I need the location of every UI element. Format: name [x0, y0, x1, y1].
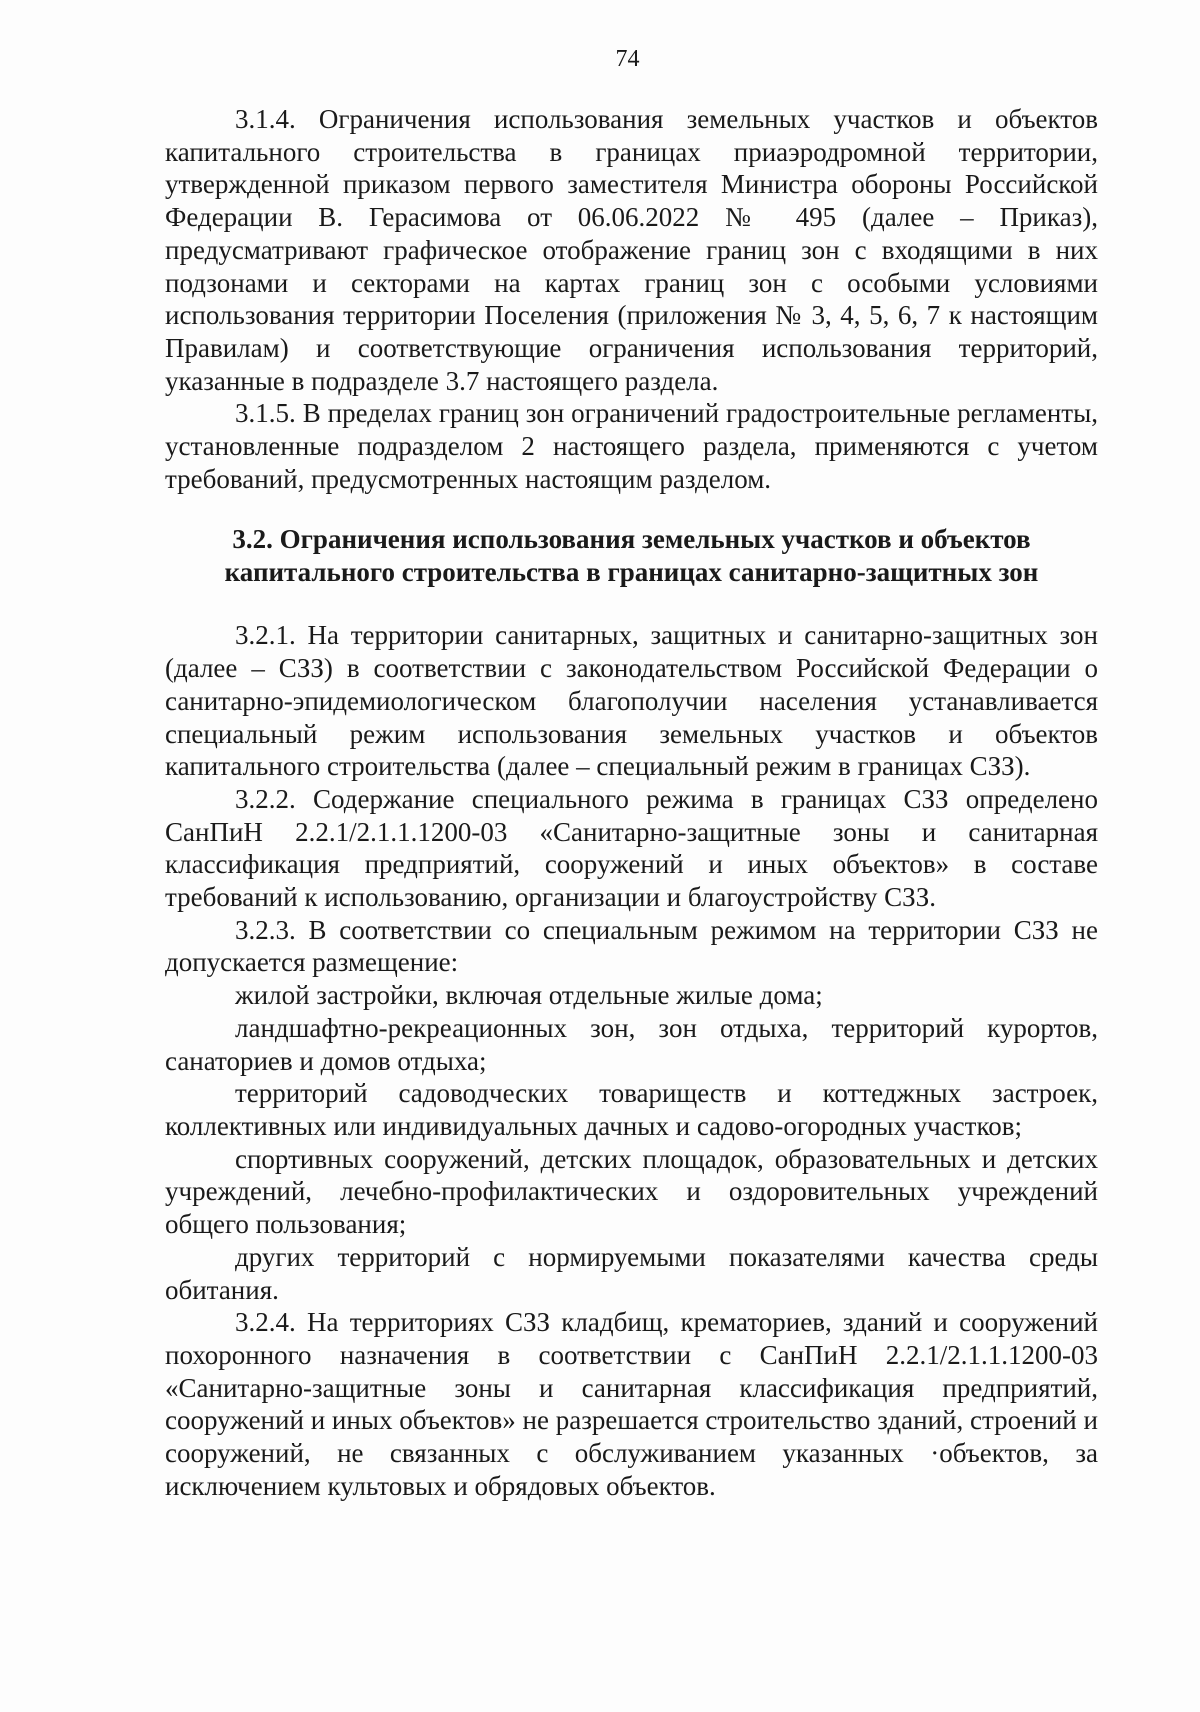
list-item-other-territories: других территорий с нормируемыми показателями качества среды обитания. [165, 1241, 1098, 1305]
paragraph-3-2-4: 3.2.4. На территориях СЗЗ кладбищ, крематориев, зданий и сооружений похоронного назначения в соответствии с СанПиН 2.2.1/2.1.1.1200-03 «Санитарно-защитные зоны и санитарная классификация предприятий, сооружений и иных объектов» не разрешается строительство зданий, строений и сооружений, не связанных с обслуживанием указанных ·объектов, за исключением культовых и обрядовых объектов. [165, 1307, 1098, 1501]
list-item-recreational: ландшафтно-рекреационных зон, зон отдыха, территорий курортов, санаториев и домов отдыха; [165, 1012, 1098, 1076]
list-item-garden-plots: территорий садоводческих товариществ и коттеджных застроек, коллективных или индивидуальных дачных и садово-огородных участков; [165, 1078, 1098, 1141]
list-item-sports-education: спортивных сооружений, детских площадок, образовательных и детских учреждений, лечебно-профилактических и оздоровительных учреждений общего пользования; [165, 1143, 1098, 1240]
paragraph-3-1-4: 3.1.4. Ограничения использования земельных участков и объектов капитального строительства в границах приаэродромной территории, утвержденной приказом первого заместителя Министра обороны Российской Федерации В. Герасимова от 06.06.2022 № 495 (далее – Приказ), предусматривают графическое отображение границ зон с входящими в них подзонами и секторами на картах границ зон с особыми условиями использования территории Поселения (приложения № 3, 4, 5, 6, 7 к настоящим Правилам) и соответствующие ограничения использования территорий, указанные в подразделе 3.7 настоящего раздела. [165, 104, 1098, 396]
paragraph-3-2-2: 3.2.2. Содержание специального режима в границах СЗЗ определено СанПиН 2.2.1/2.1.1.1200-03 «Санитарно-защитные зоны и санитарная классификация предприятий, сооружений и иных объектов» в составе требований к использованию, организации и благоустройству СЗЗ. [165, 783, 1098, 913]
page-number: 74 [615, 46, 640, 72]
paragraph-3-2-3: 3.2.3. В соответствии со специальным режимом на территории СЗЗ не допускается размещение: [165, 914, 1098, 978]
document-body [165, 103, 1098, 1502]
paragraph-3-1-5: 3.1.5. В пределах границ зон ограничений градостроительные регламенты, установленные подразделом 2 настоящего раздела, применяются с учетом требований, предусмотренных настоящим разделом. [165, 398, 1098, 494]
section-heading-3-2: 3.2. Ограничения использования земельных участков и объектов капитального строительства в границах санитарно-защитных зон [224, 524, 1039, 588]
paragraph-3-2-1: 3.2.1. На территории санитарных, защитных и санитарно-защитных зон (далее – СЗЗ) в соответствии с законодательством Российской Федерации о санитарно-эпидемиологическом благополучии населения устанавливается специальный режим использования земельных участков и объектов капитального строительства (далее – специальный режим в границах СЗЗ). [165, 620, 1098, 782]
list-item-residential: жилой застройки, включая отдельные жилые дома; [235, 980, 823, 1011]
